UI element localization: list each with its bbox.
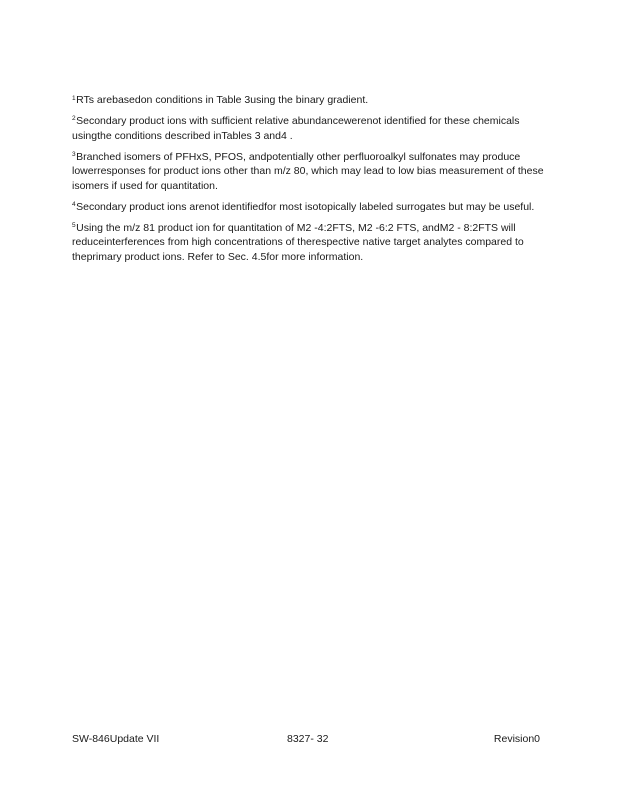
footnote-marker: 5 — [72, 222, 76, 230]
footnote-marker: 3 — [72, 151, 76, 159]
footnote-marker: 2 — [72, 115, 76, 123]
footnote-5 — [72, 221, 560, 265]
footnotes-section — [72, 93, 560, 271]
footnote-text: RTs arebasedon conditions in Table 3using the binary gradient. — [76, 94, 369, 106]
footnote-4 — [72, 200, 560, 215]
footnote-text: Using the m/z 81 product ion for quantitation of M2 -4:2FTS, M2 -6:2 FTS, andM2 - 8:2FTS will reduceinterferences from high concentrations of therespective native target analytes compared to theprimary product ions. Refer to Sec. 4.5for more information. — [72, 221, 524, 263]
footer-page-number: 8327- 32 — [287, 733, 329, 745]
footnote-text: Secondary product ions with sufficient relative abundancewerenot identified for these chemicals usingthe conditions described inTables 3 and4 . — [72, 114, 520, 142]
footnote-text: Secondary product ions arenot identifiedfor most isotopically labeled surrogates but may be useful. — [76, 200, 535, 213]
footer-revision: Revision0 — [493, 733, 540, 745]
footer-document-id: SW-846Update VII — [72, 733, 160, 745]
footnote-text: Branched isomers of PFHxS, PFOS, andpotentially other perfluoroalkyl sulfonates may produce lowerresponses for product ions other than m/z 80, which may lead to low bias measurement of these isomers if used for quantitation. — [72, 150, 544, 192]
footnote-1 — [72, 93, 560, 108]
footnote-marker: 1 — [72, 94, 76, 102]
page-footer — [72, 733, 540, 749]
footnote-2 — [72, 114, 560, 143]
footnote-marker: 4 — [72, 201, 76, 209]
footnote-3 — [72, 150, 560, 194]
